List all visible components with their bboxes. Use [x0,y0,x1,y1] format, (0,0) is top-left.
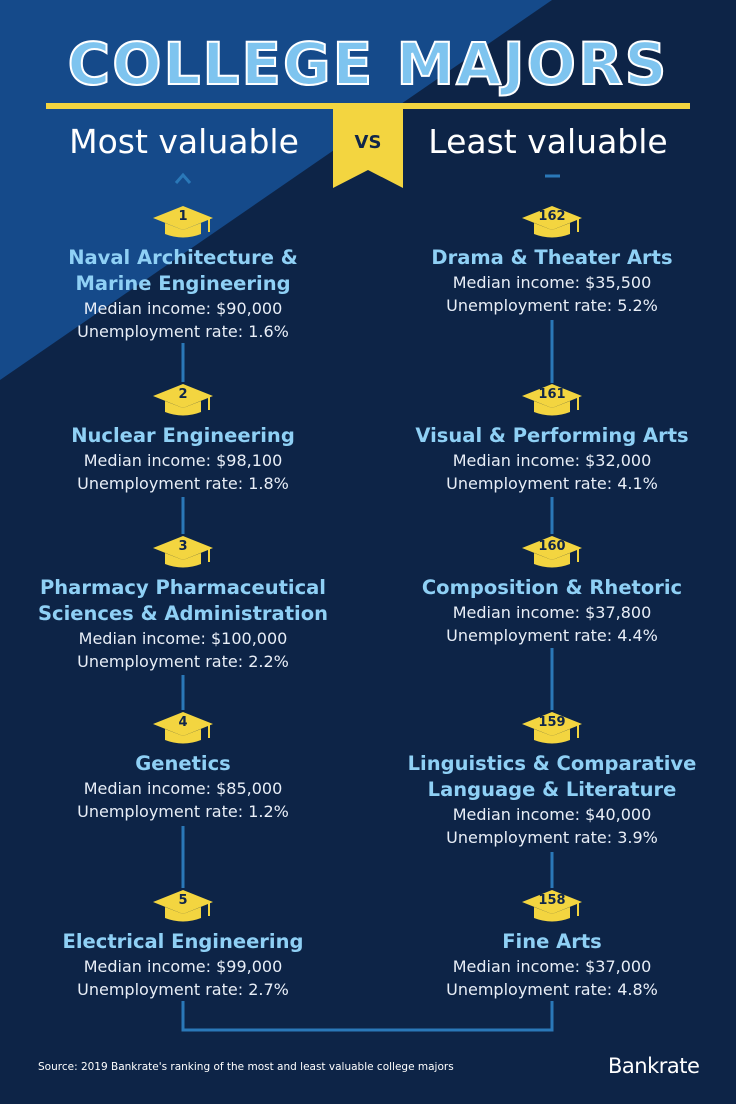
major-name: Fine Arts [502,930,602,953]
rank-label: 160 [538,539,566,554]
heading-least-valuable: Least valuable [428,122,668,161]
unemployment-rate: Unemployment rate: 3.9% [446,828,658,847]
median-income: Median income: $99,000 [83,957,283,976]
major-name: Electrical Engineering [62,930,304,953]
median-income: Median income: $35,500 [452,273,652,292]
median-income: Median income: $40,000 [452,805,652,824]
heading-most-valuable: Most valuable [69,122,299,161]
median-income: Median income: $98,100 [83,451,283,470]
vs-label: VS [354,132,382,153]
unemployment-rate: Unemployment rate: 1.8% [77,474,289,493]
median-income: Median income: $85,000 [83,779,283,798]
rank-label: 158 [538,893,566,908]
major-name: Nuclear Engineering [71,424,295,447]
graduation-cap-icon [151,205,215,239]
major-name: Visual & Performing Arts [415,424,689,447]
rank-label: 4 [178,715,188,730]
median-income: Median income: $37,000 [452,957,652,976]
unemployment-rate: Unemployment rate: 1.6% [77,322,289,341]
major-name: Genetics [135,752,231,775]
rank-label: 1 [178,209,188,224]
graduation-cap-icon [520,889,584,923]
list-item [18,711,348,823]
major-name: Naval Architecture & Marine Engineering [68,246,298,295]
rank-label: 162 [538,209,566,224]
list-item [18,383,348,495]
rank-label: 2 [178,387,188,402]
graduation-cap-icon [151,889,215,923]
list-item [18,889,348,1001]
major-name: Composition & Rhetoric [421,576,683,599]
list-item [387,205,717,317]
brand-logo: Bankrate [608,1054,700,1078]
rank-label: 3 [178,539,188,554]
graduation-cap-icon [151,535,215,569]
graduation-cap-icon [520,383,584,417]
unemployment-rate: Unemployment rate: 4.1% [446,474,658,493]
list-item [18,205,348,343]
major-name: Pharmacy Pharmaceutical Sciences & Administration [38,576,328,625]
graduation-cap-icon [520,711,584,745]
graduation-cap-icon [151,711,215,745]
unemployment-rate: Unemployment rate: 2.2% [77,652,289,671]
unemployment-rate: Unemployment rate: 2.7% [77,980,289,999]
arrow-up-icon [176,175,190,183]
unemployment-rate: Unemployment rate: 4.4% [446,626,658,645]
source-note: Source: 2019 Bankrate's ranking of the most and least valuable college majors [38,1061,454,1073]
unemployment-rate: Unemployment rate: 1.2% [77,802,289,821]
median-income: Median income: $90,000 [83,299,283,318]
rank-label: 5 [178,893,188,908]
list-item [18,535,348,673]
list-item [387,535,717,647]
rank-label: 159 [538,715,566,730]
list-item [387,383,717,495]
major-name: Linguistics & Comparative Language & Literature [407,752,697,801]
major-name: Drama & Theater Arts [431,246,673,269]
unemployment-rate: Unemployment rate: 5.2% [446,296,658,315]
graduation-cap-icon [520,535,584,569]
list-item [387,889,717,1001]
unemployment-rate: Unemployment rate: 4.8% [446,980,658,999]
median-income: Median income: $37,800 [452,603,652,622]
list-item [387,711,717,849]
rank-label: 161 [538,387,566,402]
graduation-cap-icon [520,205,584,239]
graduation-cap-icon [151,383,215,417]
median-income: Median income: $100,000 [78,629,288,648]
page-title: COLLEGE MAJORS [67,30,669,98]
median-income: Median income: $32,000 [452,451,652,470]
